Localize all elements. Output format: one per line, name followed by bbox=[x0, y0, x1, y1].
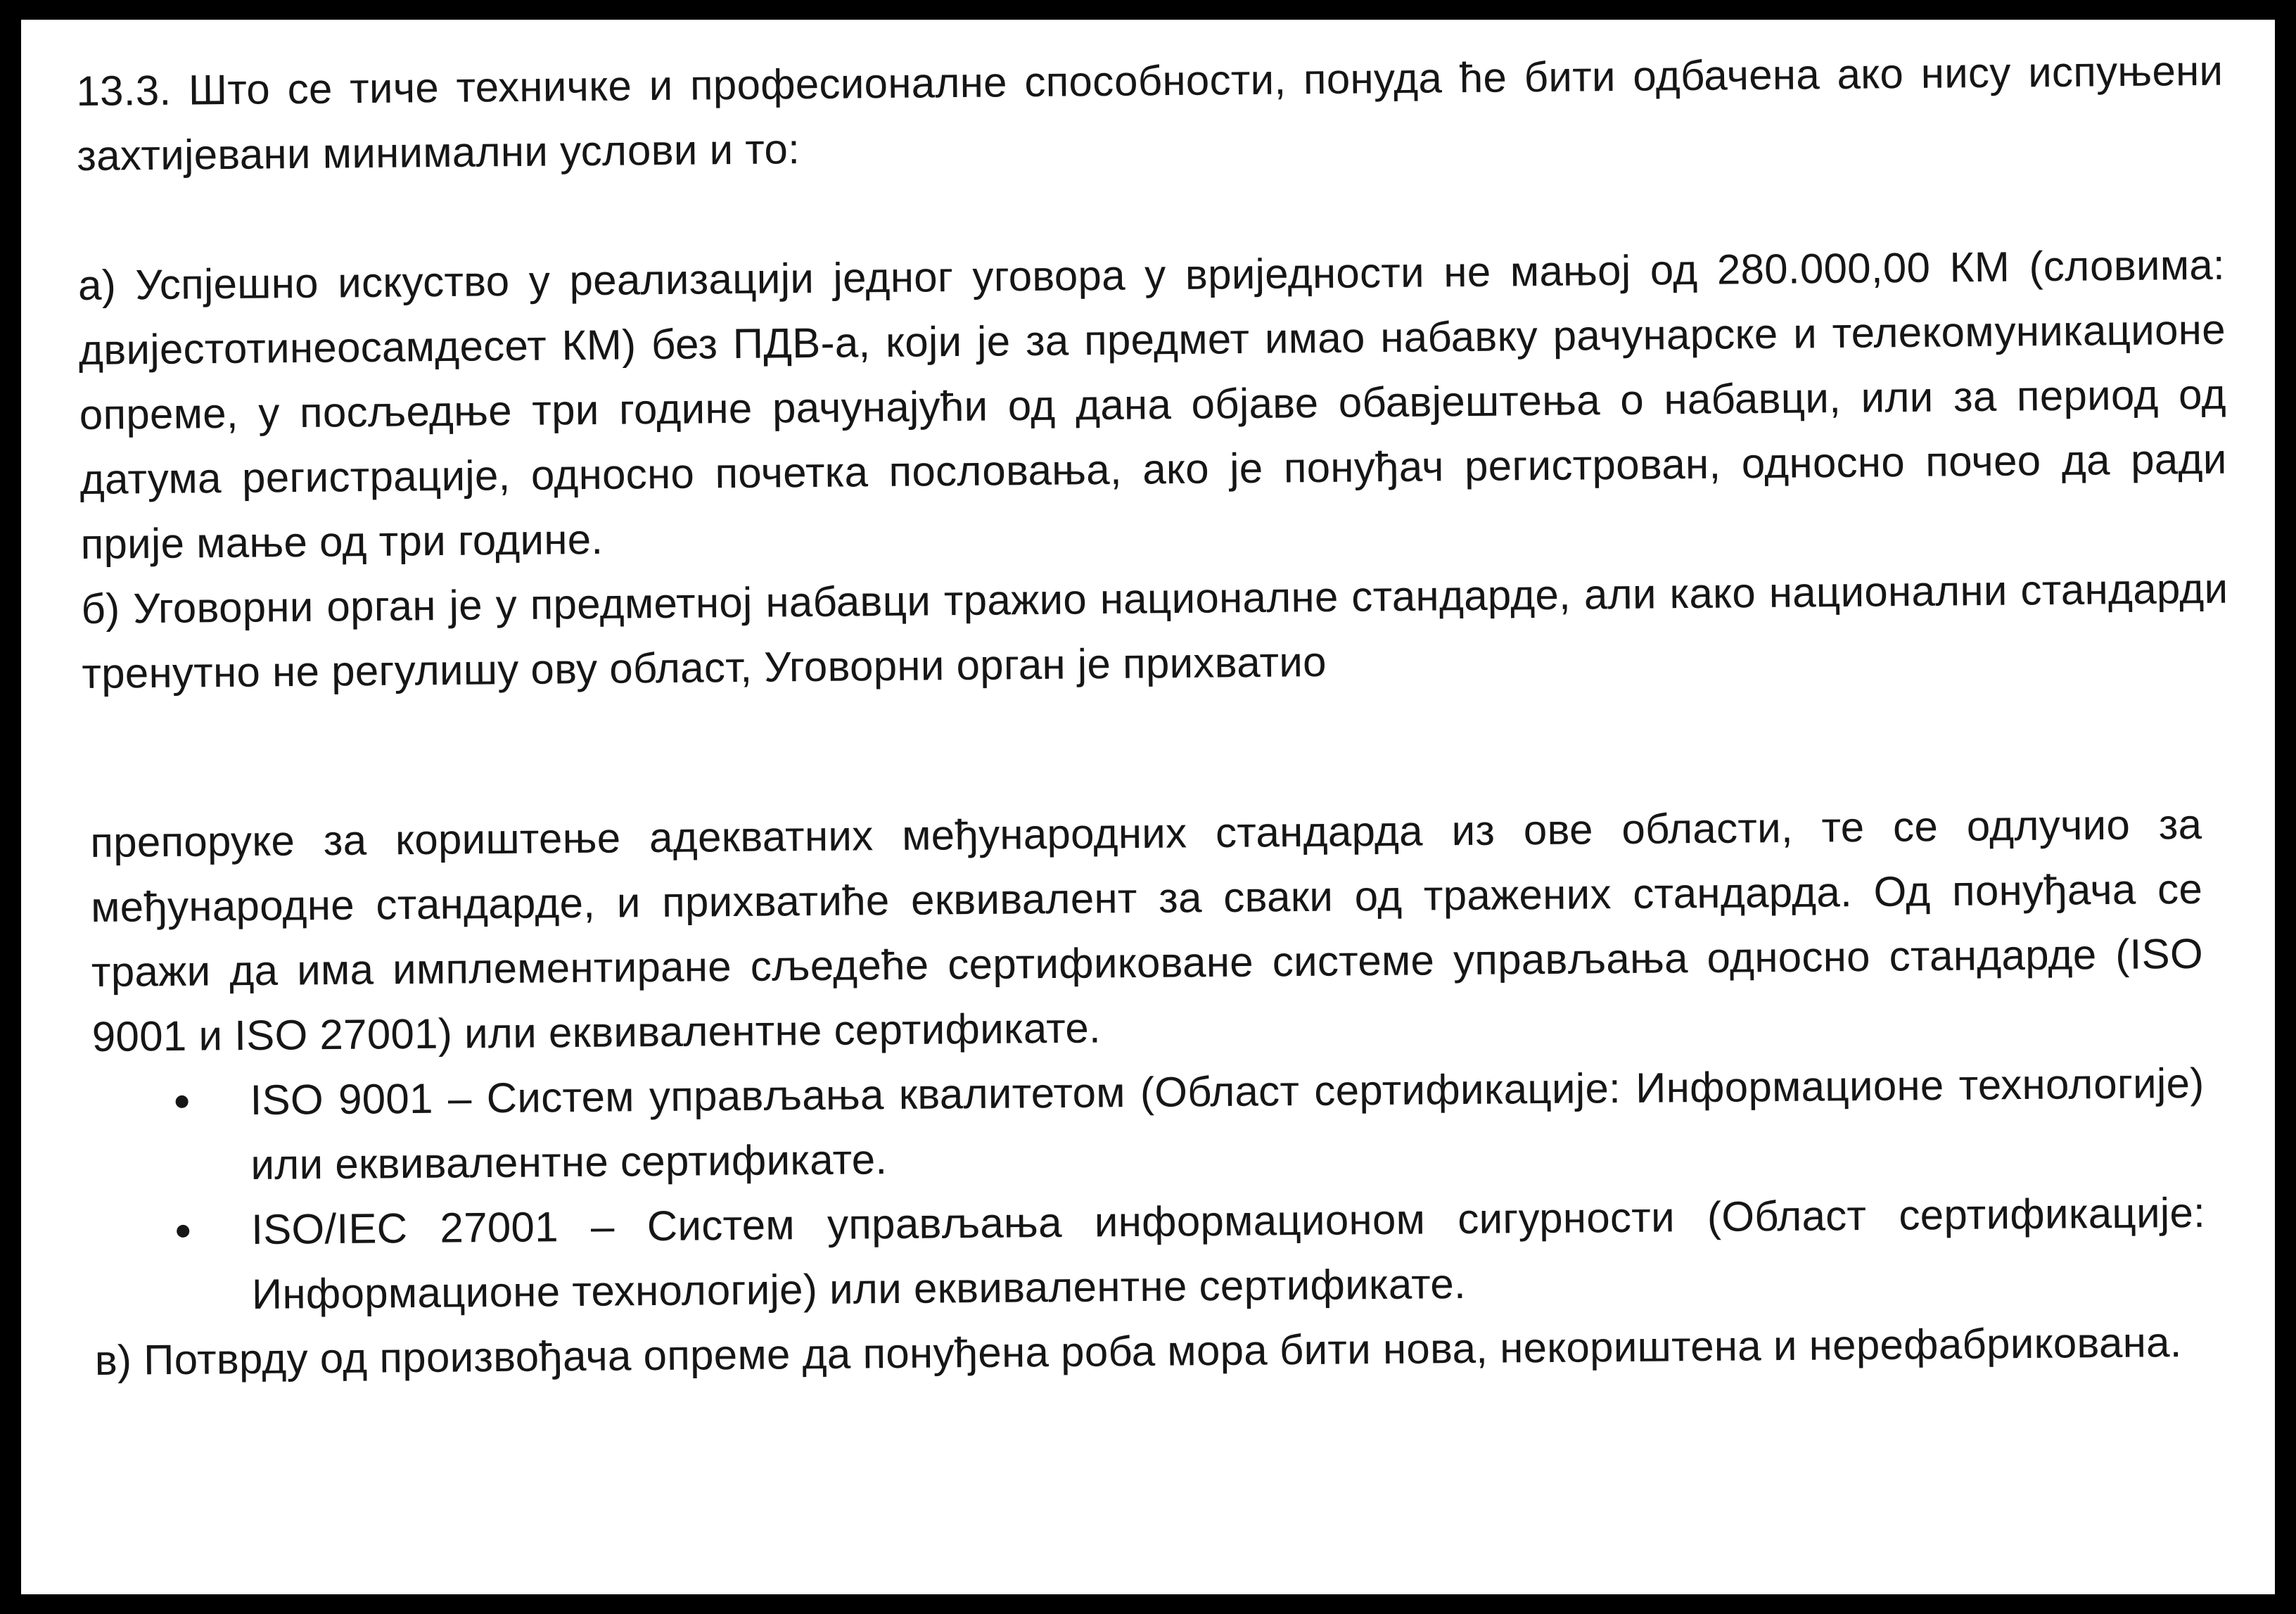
bullet-item-iso-9001 bbox=[92, 1051, 2205, 1199]
standards-bullet-list bbox=[92, 1051, 2206, 1328]
bullet-text: ISO 9001 – Систем управљања квалитетом (Област сертификације: Информационе технологије) или еквивалентне сертификате. bbox=[250, 1059, 2205, 1189]
bullet-text: ISO/IEC 27001 – Систем управљања информационом сигурности (Област сертификације: Информационе технологије) или еквивалентне сертификате. bbox=[250, 1188, 2206, 1318]
text-block-upper bbox=[76, 39, 2229, 706]
item-b-paragraph-part2: препоруке за кориштење адекватних међународних стандарда из ове области, те се одлучио за међународне стандарде, и прихватиће еквивалент за сваки од тражених стандарда. Од понуђача се тражи да има имплементиране сљедеће сертификоване системе управљања односно стандарде (ISO 9001 и ISO 27001) или еквивалентне сертификате. bbox=[90, 800, 2204, 1060]
text-block-lower bbox=[90, 792, 2207, 1393]
bullet-dot-icon bbox=[176, 1095, 189, 1108]
item-v-paragraph: в) Потврду од произвођача опреме да понуђена роба мора бити нова, некориштена и нерефабрикована. bbox=[94, 1318, 2183, 1384]
bullet-item-iso-27001 bbox=[94, 1181, 2206, 1328]
item-b-paragraph-part1: б) Уговорни орган је у предметној набавци тражио националне стандарде, али како национални стандарди тренутно не регулишу ову област, Уговорни орган је прихватио bbox=[81, 564, 2228, 697]
bullet-dot-icon bbox=[177, 1225, 189, 1238]
item-a-paragraph: а) Успјешно искуство у реализацији једног уговора у вриједности не мањој од 280.000,00 КМ (словима: двијестотинеосамдесет КМ) без ПДВ-а, који је за предмет имао набавку рачунарске и телекомуникационе опреме, у посљедње три године рачунајући од дана објаве обавјештења о набавци, или за период од датума регистрације, односно почетка пословања, ако је понуђач регистрован, односно почео да ради прије мање од три године. bbox=[77, 241, 2227, 568]
section-13-3-intro: 13.3. Што се тиче техничке и професионалне способности, понуда ће бити одбачена ако нису испуњени захтијевани минимални услови и то: bbox=[76, 46, 2224, 179]
scanned-document-page bbox=[21, 20, 2275, 1594]
